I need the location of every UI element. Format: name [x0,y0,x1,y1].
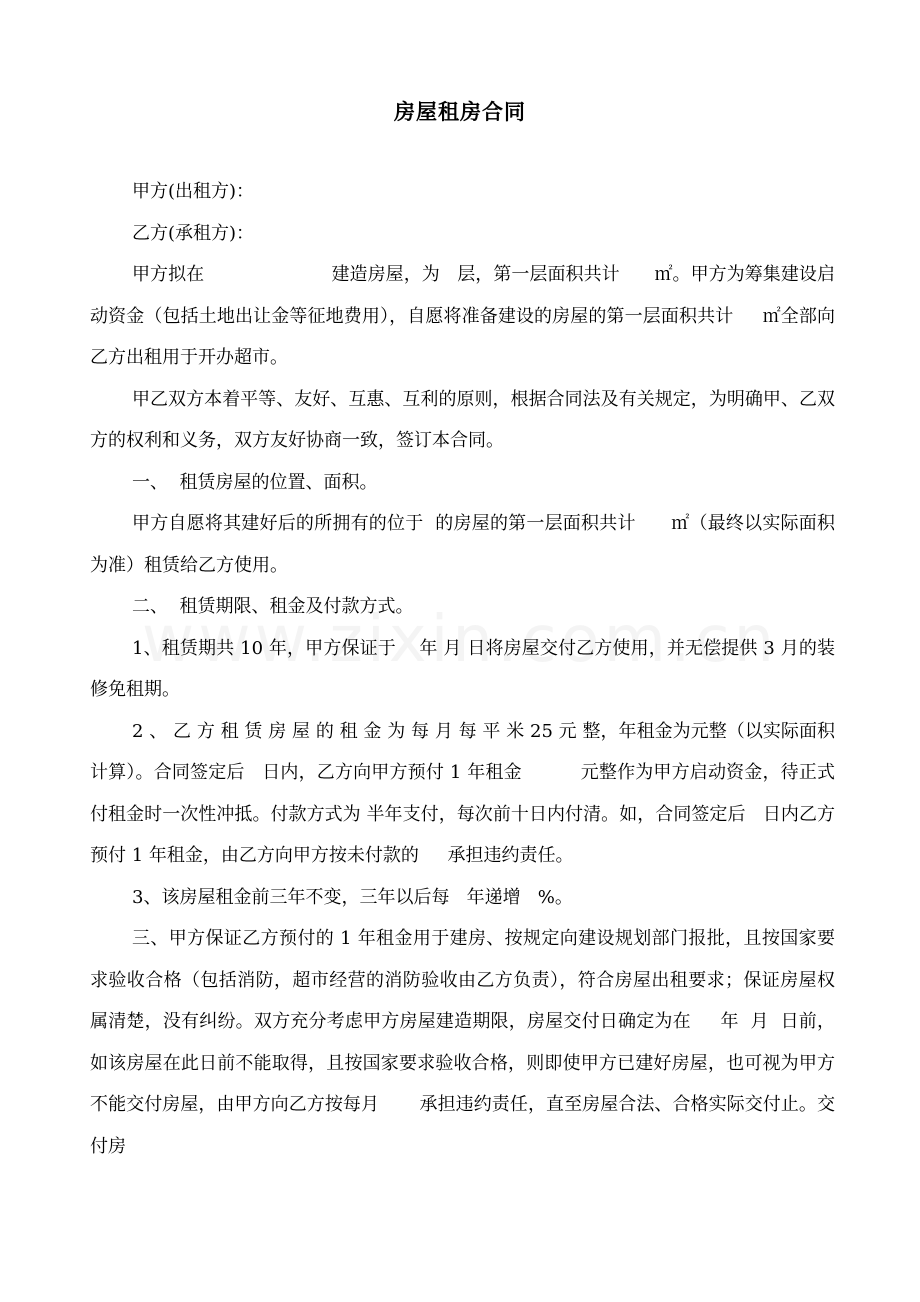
section-heading-1: 一、 租赁房屋的位置、面积。 [132,471,378,493]
paragraph-principles: 甲乙双方本着平等、友好、互惠、互利的原则，根据合同法及有关规定，为明确甲、乙双方的权利和义务，双方友好协商一致，签订本合同。 [90,388,835,451]
paragraph-intro: 甲方拟在 建造房屋，为 层，第一层面积共计 ㎡。甲方为筹集建设启动资金（包括土地出让金等征地费用），自愿将准备建设的房屋的第一层面积共计 ㎡全部向乙方出租用于开办超市。 [90,264,835,368]
paragraph-term: 1、租赁期共 10 年，甲方保证于 年 月 日将房屋交付乙方使用，并无偿提供 3 月的装修免租期。 [90,637,835,700]
section-heading-2: 二、 租赁期限、租金及付款方式。 [132,596,414,617]
contract-body [90,171,835,1167]
paragraph-location: 甲方自愿将其建好后的所拥有的位于 的房屋的第一层面积共计 ㎡（最终以实际面积为准）租赁给乙方使用。 [90,513,835,576]
paragraph-party-b: 乙方(承租方)： [132,222,255,244]
section-paragraph-3: 三、甲方保证乙方预付的 1 年租金用于建房、按规定向建设规划部门报批，且按国家要求验收合格（包括消防，超市经营的消防验收由乙方负责），符合房屋出租要求；保证房屋权属清楚，没有纠纷。双方充分考虑甲方房屋建造期限，房屋交付日确定为在 年 月 日前，如该房屋在此日前不能取得，且按国家要求验收合格，则即使甲方已建好房屋，也可视为甲方不能交付房屋，由甲方向乙方按每月 承担违约责任，直至房屋合法、合格实际交付止。交付房 [90,928,835,1157]
paragraph-party-a: 甲方(出租方)： [132,181,255,202]
paragraph-increase: 3、该房屋租金前三年不变，三年以后每 年递增 %。 [132,886,573,908]
page-title: 房屋租房合同 [394,100,526,124]
paragraph-rent: 2 、 乙 方 租 赁 房 屋 的 租 金 为 每 月 每 平 米 25 元 整，年租金为元整（以实际面积计算）。合同签定后 日内，乙方向甲方预付 1 年租金 元整作为甲方启动资金，待正式付租金时一次性冲抵。付款方式为 半年支付，每次前十日内付清。如，合同签定后 日内乙方预付 1 年租金，由乙方向甲方按未付款的 承担违约责任。 [90,720,835,866]
